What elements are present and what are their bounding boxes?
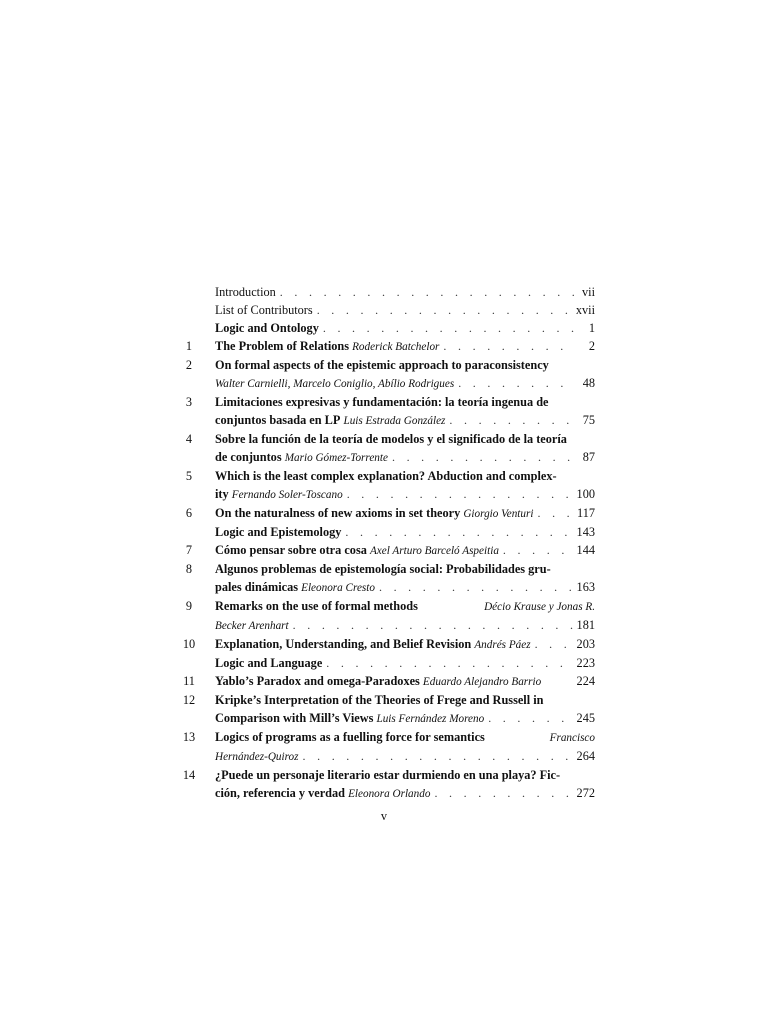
chapter-number: 11 [183, 674, 195, 688]
dot-leader [280, 283, 575, 301]
toc-title: List of Contributors [215, 303, 313, 317]
chapter-number: 5 [185, 469, 193, 483]
chapter-number: 2 [185, 358, 193, 372]
chapter-title: Kripke’s Interpretation of the Theories of Frege and Russell in [215, 693, 544, 707]
toc-page: vii [582, 285, 595, 299]
dot-leader [537, 504, 573, 522]
dot-leader [434, 784, 572, 802]
chapter-title-cont: ity [215, 487, 229, 501]
toc-page: 100 [576, 487, 595, 501]
dot-leader [303, 747, 573, 765]
dot-leader [317, 301, 572, 319]
chapter-title: Which is the least complex explanation? Abduction and complex- [215, 469, 557, 483]
dot-leader [458, 374, 575, 392]
chapter-number: 8 [185, 562, 193, 576]
chapter-title-cont: ción, referencia y verdad [215, 786, 345, 800]
toc-page: 223 [576, 656, 595, 670]
toc-entry [0, 541, 768, 560]
dot-leader [347, 485, 573, 503]
chapter-title: Explanation, Understanding, and Belief Revision [215, 637, 472, 651]
chapter-title-cont: de conjuntos [215, 450, 282, 464]
toc-entry [0, 560, 768, 597]
chapter-number: 4 [185, 432, 193, 446]
toc-page: xvii [575, 303, 595, 317]
chapter-author-cont: Hernández-Quiroz [215, 751, 299, 763]
toc-entry [0, 504, 768, 523]
chapter-title-cont: pales dinámicas [215, 580, 299, 594]
dot-leader [326, 654, 572, 672]
chapter-number: 13 [182, 730, 196, 744]
chapter-title: Cómo pensar sobre otra cosa [215, 543, 367, 557]
dot-leader [379, 578, 573, 596]
chapter-title: Algunos problemas de epistemología social: Probabilidades gru- [215, 562, 551, 576]
chapter-title: On formal aspects of the epistemic approach to paraconsistency [215, 358, 549, 372]
chapter-author: Axel Arturo Barceló Aspeitia [369, 545, 499, 557]
chapter-title: Remarks on the use of formal methods [215, 599, 418, 613]
dot-leader [345, 523, 572, 541]
toc-entry-introduction [0, 283, 768, 301]
chapter-title-cont: Comparison with Mill’s Views [215, 711, 374, 725]
chapter-title: On the naturalness of new axioms in set theory [215, 506, 461, 520]
chapter-author: Eduardo Alejandro Barrio [422, 676, 542, 688]
table-of-contents [0, 283, 768, 803]
toc-entry [0, 356, 768, 393]
chapter-title: Sobre la función de la teoría de modelos y el significado de la teoría [215, 432, 567, 446]
toc-page: 75 [582, 413, 595, 427]
section-title: Logic and Ontology [215, 321, 319, 335]
dot-leader [293, 616, 573, 634]
toc-page: 181 [576, 618, 595, 632]
chapter-title: Limitaciones expresivas y fundamentación: la teoría ingenua de [215, 395, 549, 409]
toc-entry [0, 337, 768, 356]
chapter-number: 9 [185, 599, 193, 613]
section-title: Logic and Language [215, 656, 323, 670]
chapter-title: Yablo’s Paradox and omega-Paradoxes [215, 674, 420, 688]
toc-page: 48 [582, 376, 595, 390]
toc-entry [0, 430, 768, 467]
chapter-author: Andrés Páez [474, 639, 531, 651]
toc-page: 203 [576, 637, 595, 651]
toc-entry [0, 766, 768, 803]
chapter-author-cont: Becker Arenhart [215, 620, 289, 632]
chapter-number: 12 [182, 693, 196, 707]
chapter-number: 1 [185, 339, 193, 353]
toc-entry [0, 728, 768, 766]
toc-section-logic-epistemology [0, 523, 768, 541]
toc-page: 245 [576, 711, 595, 725]
chapter-author: Luis Fernández Moreno [376, 713, 485, 725]
dot-leader [503, 541, 573, 559]
chapter-author: Fernando Soler-Toscano [231, 489, 343, 501]
chapter-number: 14 [182, 768, 196, 782]
toc-section-logic-ontology [0, 319, 768, 337]
chapter-author: Luis Estrada González [343, 415, 446, 427]
toc-title: Introduction [215, 285, 276, 299]
chapter-number: 10 [182, 637, 196, 651]
toc-page: 1 [588, 321, 595, 335]
chapter-author: Walter Carnielli, Marcelo Coniglio, Abílio Rodrigues [215, 378, 455, 390]
chapter-number: 7 [185, 543, 193, 557]
chapter-author: Roderick Batchelor [352, 341, 440, 353]
toc-page: 264 [576, 749, 595, 763]
chapter-author: Francisco [549, 732, 595, 744]
toc-page: 117 [577, 506, 595, 520]
toc-entry [0, 635, 768, 654]
dot-leader [488, 709, 572, 727]
toc-page: 87 [582, 450, 595, 464]
chapter-author: Giorgio Venturi [463, 508, 534, 520]
toc-page: 144 [576, 543, 595, 557]
toc-page: 224 [576, 674, 595, 688]
toc-section-logic-language [0, 654, 768, 672]
chapter-author: Décio Krause y Jonas R. [484, 601, 595, 613]
chapter-author: Mario Gómez-Torrente [284, 452, 388, 464]
dot-leader [392, 448, 575, 466]
dot-leader [535, 635, 573, 653]
toc-page: 163 [576, 580, 595, 594]
toc-entry [0, 672, 768, 691]
toc-entry [0, 393, 768, 430]
toc-page: 143 [576, 525, 595, 539]
toc-page: 2 [588, 339, 595, 353]
chapter-number: 3 [185, 395, 193, 409]
toc-page: 272 [576, 786, 595, 800]
page-number: v [380, 809, 388, 823]
toc-entry [0, 691, 768, 728]
toc-entry [0, 467, 768, 504]
chapter-title: Logics of programs as a fuelling force for semantics [215, 730, 485, 744]
dot-leader [323, 319, 575, 337]
section-title: Logic and Epistemology [215, 525, 342, 539]
toc-entry-contributors [0, 301, 768, 319]
chapter-author: Eleonora Orlando [348, 788, 431, 800]
toc-entry [0, 597, 768, 635]
chapter-title: The Problem of Relations [215, 339, 350, 353]
chapter-number: 6 [185, 506, 193, 520]
chapter-title: ¿Puede un personaje literario estar durmiendo en una playa? Fic- [215, 768, 561, 782]
chapter-title-cont: conjuntos basada en LP [215, 413, 341, 427]
chapter-author: Eleonora Cresto [301, 582, 375, 594]
dot-leader [449, 411, 575, 429]
dot-leader [443, 337, 575, 355]
